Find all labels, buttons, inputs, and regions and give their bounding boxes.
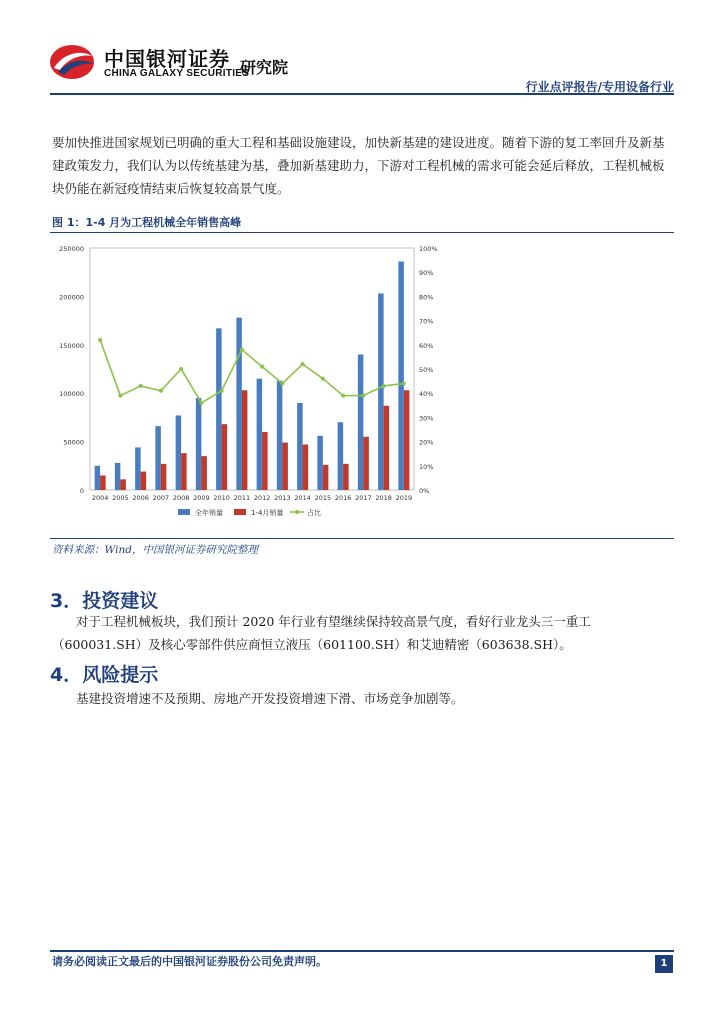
bar-jan-apr-sales [120,479,126,490]
bar-annual-sales [115,463,121,490]
report-header [0,0,724,100]
point-share [199,401,203,405]
x-axis-tick-label: 2010 [213,494,230,502]
bar-annual-sales [236,318,242,490]
bar-annual-sales [155,426,161,490]
point-share [159,389,163,393]
point-share [220,389,224,393]
x-axis-tick-label: 2019 [395,494,413,502]
point-share [301,362,305,366]
x-axis-tick-label: 2016 [334,494,352,502]
bar-annual-sales [176,415,182,490]
logo-suffix: 研究院 [240,58,289,77]
right-axis-tick-label: 20% [419,438,434,447]
legend-swatch-bar [234,509,246,515]
point-share [260,365,264,369]
right-axis-tick-label: 50% [419,366,434,374]
sales-chart [50,236,470,536]
x-axis-tick-label: 2012 [253,494,271,502]
x-axis-tick-label: 2004 [91,494,109,502]
bar-jan-apr-sales [242,390,248,490]
x-axis-tick-label: 2011 [233,494,251,502]
point-share [321,377,325,381]
page-number: 1 [655,955,673,973]
left-axis-tick-label: 150000 [59,341,84,350]
bar-annual-sales [277,381,283,490]
point-share [280,382,284,386]
bar-jan-apr-sales [201,456,207,490]
right-axis-tick-label: 30% [419,414,434,423]
bar-annual-sales [317,436,323,490]
section-4-text: 基建投资增速不及预期、房地产开发投资增速下滑、市场竞争加剧等。 [76,691,464,706]
bar-jan-apr-sales [343,464,349,490]
bar-annual-sales [378,293,384,490]
bar-jan-apr-sales [363,437,369,490]
x-axis-tick-label: 2007 [152,494,170,502]
right-axis-tick-label: 80% [419,293,434,302]
right-axis-tick-label: 60% [419,341,434,350]
point-share [139,384,143,388]
bar-jan-apr-sales [222,424,228,490]
paragraph-intro: 要加快推进国家规划已明确的重大工程和基础设施建设，加快新基建的建设进度。随着下游的复工率回升及新基建政策发力，我们认为以传统基建为基，叠加新基建助力，下游对工程机械的需求可能会延后释放，工程机械板块仍能在新冠疫情结束后恢复较高景气度。 [52,135,665,196]
sales-chart-svg [50,236,470,536]
right-axis-tick-label: 100% [419,245,438,253]
legend-swatch-marker [295,510,299,514]
point-share [240,348,244,352]
x-axis-tick-label: 2015 [314,494,332,502]
point-share [118,394,122,398]
x-axis-tick-label: 2018 [375,494,392,502]
footer-disclaimer: 请务必阅读正文最后的中国银河证券股份公司免责声明。 [52,955,327,968]
bar-annual-sales [398,262,404,490]
footer-divider [50,950,674,952]
legend-swatch-bar [178,509,190,515]
point-share [179,367,183,371]
x-axis-tick-label: 2013 [274,494,291,502]
section-3-heading: 3．投资建议 [50,590,159,612]
bar-annual-sales [358,354,364,490]
figure-title: 图 1：1-4 月为工程机械全年销售高峰 [52,216,242,229]
x-axis-tick-label: 2009 [193,494,210,502]
bar-annual-sales [297,403,303,490]
figure-bottom-rule [50,538,674,539]
report-type: 行业点评报告/专用设备行业 [525,80,674,94]
figure-top-rule [50,232,674,233]
section-4-heading: 4．风险提示 [50,664,159,686]
legend-label: 1-4月销量 [251,509,284,517]
right-axis-tick-label: 0% [419,487,430,495]
bar-jan-apr-sales [384,406,390,490]
bar-jan-apr-sales [323,465,329,490]
bar-annual-sales [338,422,344,490]
point-share [382,384,386,388]
logo-chinese-name: 中国银河证券 [104,47,230,71]
right-axis-tick-label: 70% [419,317,434,326]
bar-jan-apr-sales [404,390,410,490]
section-3-text: 对于工程机械板块，我们预计 2020 年行业有望继续保持较高景气度，看好行业龙头三一重工（600031.SH）及核心零部件供应商恒立液压（601100.SH）和艾迪精密（603638.SH）。 [52,614,591,652]
right-axis-tick-label: 10% [419,462,434,471]
point-share [341,394,345,398]
bar-jan-apr-sales [262,432,268,490]
left-axis-tick-label: 250000 [59,245,84,253]
x-axis-tick-label: 2014 [294,494,311,502]
bar-jan-apr-sales [282,443,288,490]
bar-jan-apr-sales [141,472,147,490]
bar-annual-sales [196,398,202,490]
point-share [98,338,102,342]
x-axis-tick-label: 2006 [132,494,149,502]
legend-label: 全年销量 [195,509,223,517]
left-axis-tick-label: 100000 [59,390,84,399]
bar-jan-apr-sales [181,453,187,490]
bar-jan-apr-sales [303,445,309,490]
left-axis-tick-label: 50000 [63,438,84,447]
bar-annual-sales [95,466,101,490]
header-divider [50,93,674,95]
legend-label: 占比 [307,509,321,517]
left-axis-tick-label: 0 [79,487,84,495]
x-axis-tick-label: 2008 [172,494,190,502]
logo-english-name: CHINA GALAXY SECURITIES [104,68,250,79]
bar-jan-apr-sales [100,475,106,490]
point-share [361,394,365,398]
galaxy-logo-icon [48,42,96,82]
x-axis-tick-label: 2017 [355,494,372,502]
bar-annual-sales [135,447,141,490]
left-axis-tick-label: 200000 [59,293,84,302]
point-share [402,382,406,386]
right-axis-tick-label: 90% [419,269,434,278]
bar-jan-apr-sales [161,464,167,490]
x-axis-tick-label: 2005 [112,494,129,502]
bar-annual-sales [257,379,263,490]
figure-source: 资料来源：Wind，中国银河证券研究院整理 [52,544,258,556]
right-axis-tick-label: 40% [419,390,434,399]
bar-annual-sales [216,328,222,490]
